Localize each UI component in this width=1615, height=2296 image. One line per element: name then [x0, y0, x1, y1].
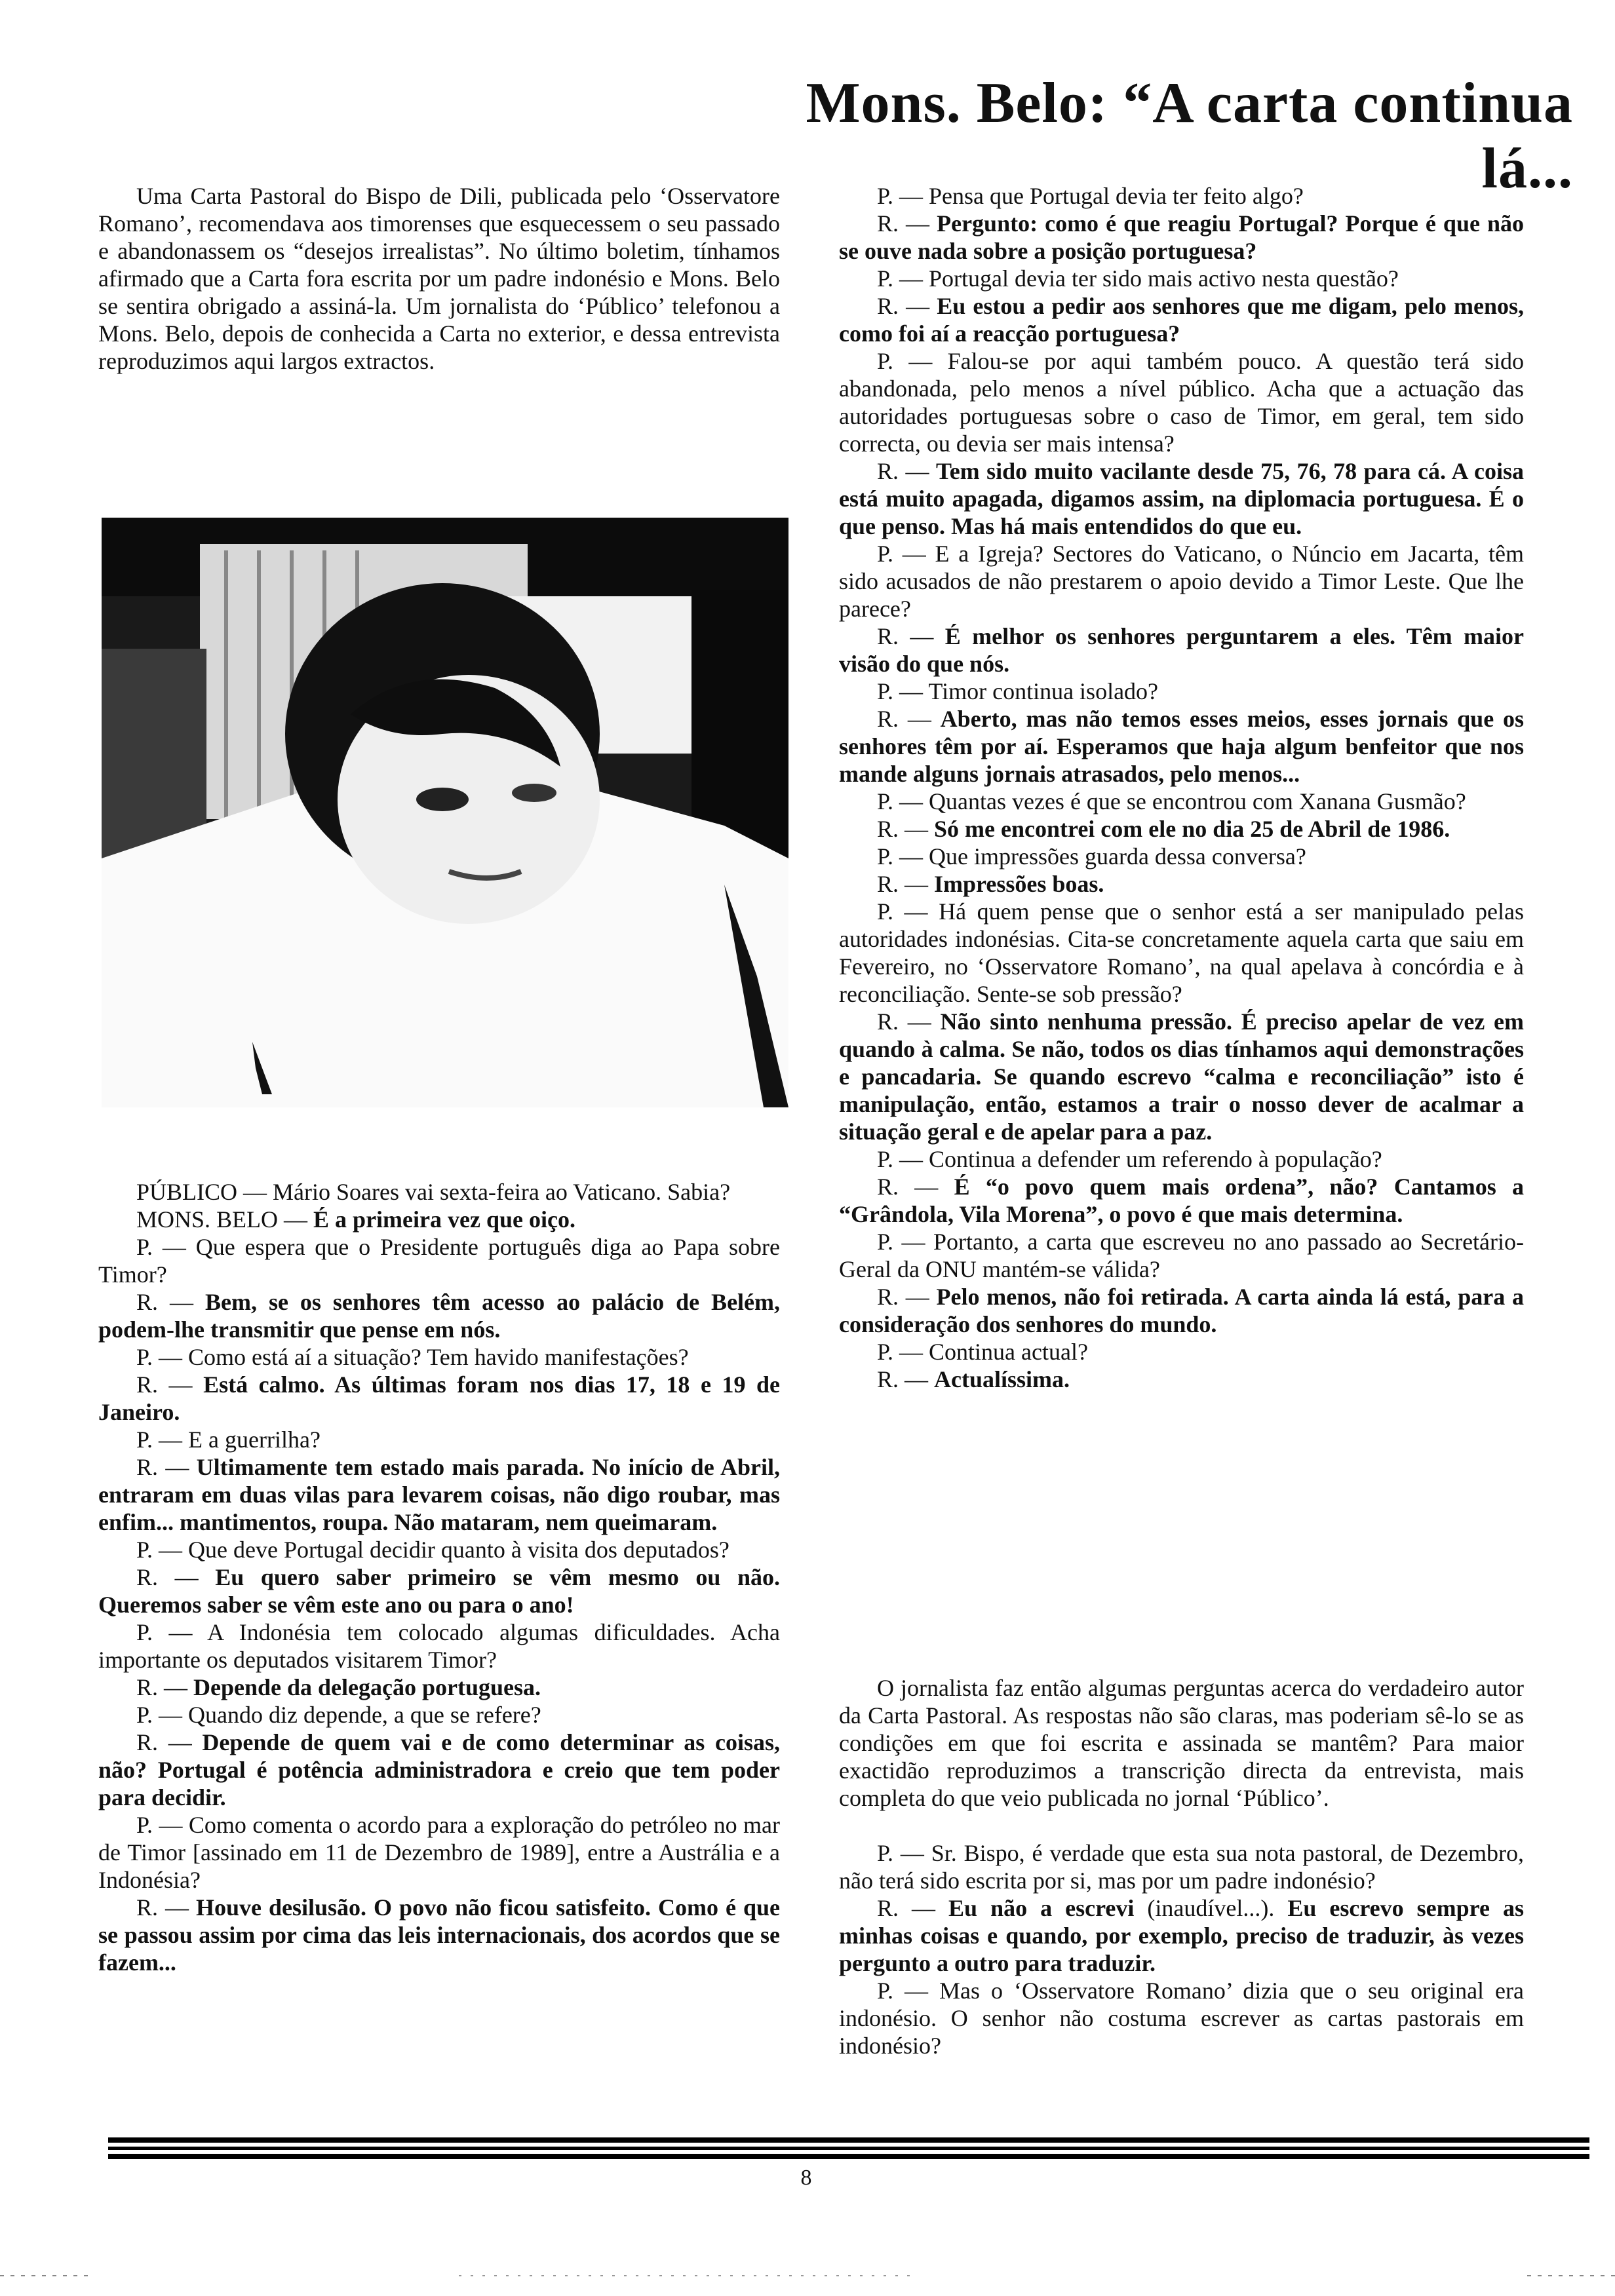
interview-left-column: [98, 1178, 780, 1976]
paragraph: P. — Há quem pense que o senhor está a ser manipulado pelas autoridades indonésias. Cita-se concretamente aquela carta que saiu em Fevereiro, no ‘Osservatore Romano’, na qual apelava à concórdia e à reconciliação. Sente-se sob pressão?: [839, 898, 1524, 1007]
paragraph: P. — Portugal devia ter sido mais activo nesta questão?: [877, 265, 1399, 292]
paragraph: R. — Houve desilusão. O povo não ficou satisfeito. Como é que se passou assim por cima das leis internacionais, dos acordos que se fazem...: [98, 1894, 780, 1976]
paragraph: R. — Impressões boas.: [877, 871, 1104, 897]
paragraph: R. — Ultimamente tem estado mais parada. No início de Abril, entraram em duas vilas para levarem coisas, não digo roubar, mas enfim... mantimentos, roupa. Não mataram, nem queimaram.: [98, 1454, 780, 1535]
paragraph: R. — Bem, se os senhores têm acesso ao palácio de Belém, podem-lhe transmitir que pense em nós.: [98, 1289, 781, 1343]
paragraph: R. — Eu estou a pedir aos senhores que me digam, pelo menos, como foi aí a reacção portuguesa?: [839, 293, 1524, 347]
paragraph: P. — Timor continua isolado?: [877, 678, 1159, 704]
intro-paragraph: Uma Carta Pastoral do Bispo de Dili, publicada pelo ‘Osservatore Romano’, recomendava aos timorenses que esquecessem o seu passado e abandonassem os “desejos irrealistas”. No último boletim, tínhamos afirmado que a Carta fora escrita por um padre indonésio e Mons. Belo se sentira obrigado a assiná-la. Um jornalista do ‘Público’ telefonou a Mons. Belo, depois de conhecida a Carta no exterior, e dessa entrevista reproduzimos aqui largos extractos.: [98, 183, 780, 374]
portrait-photo: [102, 518, 788, 1107]
paragraph: P. — Falou-se por aqui também pouco. A questão terá sido abandonada, pelo menos a nível público. Acha que a actuação das autoridades portuguesas sobre o caso de Timor, em geral, tem sido correcta, ou devia ser mais intensa?: [839, 348, 1524, 457]
paragraph: R. — Pelo menos, não foi retirada. A carta ainda lá está, para a consideração dos senhores do mundo.: [839, 1284, 1524, 1337]
closing-section: [839, 1674, 1524, 2059]
paragraph: R. — Tem sido muito vacilante desde 75, 76, 78 para cá. A coisa está muito apagada, digamos assim, na diplomacia portuguesa. É o que penso. Mas há mais entendidos do que eu.: [839, 458, 1524, 539]
paragraph: P. — Pensa que Portugal devia ter feito algo?: [877, 183, 1304, 209]
paragraph: R. — Não sinto nenhuma pressão. É preciso apelar de vez em quando à calma. Se não, todos os dias tínhamos aqui demonstrações e pancadaria. Se quando escrevo “calma e reconciliação” isto é manipulação, então, estamos a trair o nosso dever de acalmar a situação geral e de apelar para a paz.: [839, 1008, 1524, 1145]
paragraph: PÚBLICO — Mário Soares vai sexta-feira ao Vaticano. Sabia?: [136, 1179, 731, 1205]
paragraph: R. — Eu não a escrevi (inaudível...). Eu escrevo sempre as minhas coisas e quando, por exemplo, preciso de traduzir, às vezes pergunto a outro para traduzir.: [839, 1895, 1524, 1976]
page-number: 8: [800, 2166, 812, 2190]
paragraph: P. — Como comenta o acordo para a exploração do petróleo no mar de Timor [assinado em 11 de Dezembro de 1989], entre a Austrália e a Indonésia?: [98, 1812, 780, 1893]
article-title: Mons. Belo: “A carta continua lá...: [806, 71, 1573, 201]
scan-edge-marks: [0, 2272, 1615, 2279]
bottom-rule-3: [108, 2154, 1589, 2159]
paragraph: P. — Quantas vezes é que se encontrou com Xanana Gusmão?: [877, 788, 1466, 814]
closing-intro: O jornalista faz então algumas perguntas acerca do verdadeiro autor da Carta Pastoral. As respostas não são claras, mas poderiam sê-lo se as condições em que foi escrita e assinada se mantêm? Para maior exactidão reproduzimos a transcrição directa da entrevista, mais completa do que veio publicada no jornal ‘Público’.: [839, 1675, 1524, 1811]
paragraph: P. — Mas o ‘Osservatore Romano’ dizia que o seu original era indonésio. O senhor não costuma escrever as cartas pastorais em indonésio?: [839, 1978, 1524, 2059]
paragraph: R. — Actualíssima.: [877, 1366, 1070, 1392]
paragraph: P. — E a guerrilha?: [136, 1426, 321, 1453]
paragraph: P. — Que deve Portugal decidir quanto à visita dos deputados?: [136, 1537, 730, 1563]
paragraph: R. — Eu quero saber primeiro se vêm mesmo ou não. Queremos saber se vêm este ano ou para o ano!: [98, 1564, 781, 1618]
paragraph: P. — Que espera que o Presidente português diga ao Papa sobre Timor?: [98, 1234, 780, 1288]
paragraph: P. — A Indonésia tem colocado algumas dificuldades. Acha importante os deputados visitarem Timor?: [98, 1619, 780, 1673]
paragraph: R. — Depende da delegação portuguesa.: [136, 1674, 541, 1700]
paragraph: P. — Continua actual?: [877, 1339, 1088, 1365]
paragraph: P. — Quando diz depende, a que se refere?: [136, 1702, 541, 1728]
paragraph: R. — É “o povo quem mais ordena”, não? Cantamos a “Grândola, Vila Morena”, o povo é que mais determina.: [839, 1174, 1524, 1227]
paragraph: R. — Aberto, mas não temos esses meios, esses jornais que os senhores têm por aí. Esperamos que haja algum benfeitor que nos mande alguns jornais atrasados, pelo menos...: [839, 706, 1525, 787]
bottom-rule-2: [108, 2147, 1589, 2150]
paragraph: R. — Depende de quem vai e de como determinar as coisas, não? Portugal é potência administradora e creio que tem poder para decidir.: [98, 1729, 780, 1810]
paragraph: P. — Continua a defender um referendo à população?: [877, 1146, 1382, 1172]
paragraph: R. — É melhor os senhores perguntarem a eles. Têm maior visão do que nós.: [839, 623, 1524, 677]
paragraph: R. — Pergunto: como é que reagiu Portugal? Porque é que não se ouve nada sobre a posição portuguesa?: [839, 210, 1525, 264]
paragraph: P. — Como está aí a situação? Tem havido manifestações?: [136, 1344, 689, 1370]
paragraph: R. — Está calmo. As últimas foram nos dias 17, 18 e 19 de Janeiro.: [98, 1371, 781, 1425]
paragraph: P. — Que impressões guarda dessa conversa?: [877, 843, 1306, 870]
interview-right-column: [839, 182, 1524, 1393]
paragraph: P. — Portanto, a carta que escreveu no ano passado ao Secretário-Geral da ONU mantém-se válida?: [839, 1229, 1524, 1282]
paragraph: P. — Sr. Bispo, é verdade que esta sua nota pastoral, de Dezembro, não terá sido escrita por si, mas por um padre indonésio?: [839, 1840, 1524, 1894]
paragraph: R. — Só me encontrei com ele no dia 25 de Abril de 1986.: [877, 816, 1450, 842]
portrait-image: [102, 518, 788, 1107]
paragraph: P. — E a Igreja? Sectores do Vaticano, o Núncio em Jacarta, têm sido acusados de não prestarem o apoio devido a Timor Leste. Que lhe parece?: [839, 541, 1524, 622]
paragraph: MONS. BELO — É a primeira vez que oiço.: [136, 1206, 575, 1233]
bottom-rule-1: [108, 2137, 1589, 2143]
